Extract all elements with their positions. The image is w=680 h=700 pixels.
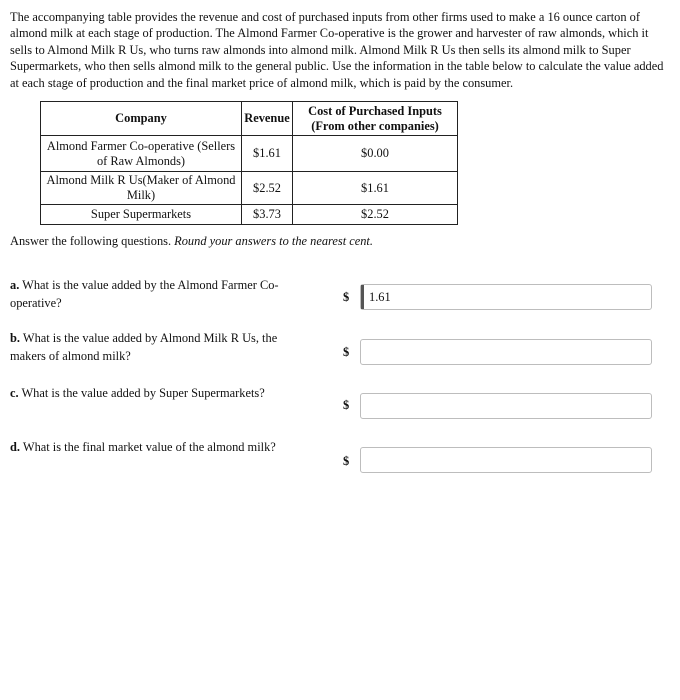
question-text: What is the value added by the Almond Farmer Co-operative?: [10, 278, 279, 310]
answer-value-a: 1.61: [369, 290, 391, 304]
table-row: [41, 172, 458, 205]
cell-company: Super Supermarkets: [41, 205, 242, 225]
question-letter: d.: [10, 440, 20, 454]
question-a: [10, 276, 300, 312]
cell-revenue: $2.52: [242, 172, 293, 205]
revenue-cost-table: [40, 101, 458, 225]
question-letter: a.: [10, 278, 20, 292]
answer-instructions: [10, 234, 373, 249]
header-cost-inputs: Cost of Purchased Inputs (From other companies): [293, 102, 458, 136]
answer-input-c[interactable]: [360, 393, 652, 419]
question-b: [10, 329, 300, 365]
problem-intro: The accompanying table provides the revenue and cost of purchased inputs from other firms used to make a 16 ounce carton of almond milk at each stage of production. The Almond Farmer Co-operative is the grower and harvester of raw almonds, which it sells to Almond Milk R Us, who turns raw almonds into almond milk. Almond Milk R Us then sells its almond milk to Super Supermarkets, who then sells almond milk to the general public. Use the information in the table below to calculate the value added at each stage of production and the final market price of almond milk, which is paid by the consumer.: [10, 10, 664, 90]
cell-cost: $1.61: [293, 172, 458, 205]
table-row: [41, 136, 458, 172]
question-text: What is the value added by Super Supermarkets?: [21, 386, 265, 400]
currency-symbol: $: [343, 398, 350, 412]
answer-input-b[interactable]: [360, 339, 652, 365]
answer-input-a[interactable]: [360, 284, 652, 310]
currency-symbol: $: [343, 345, 350, 359]
header-company: Company: [41, 102, 242, 136]
answer-input-d[interactable]: [360, 447, 652, 473]
question-d: [10, 438, 300, 456]
cell-company: Almond Farmer Co-operative (Sellers of Raw Almonds): [41, 136, 242, 172]
question-letter: b.: [10, 331, 20, 345]
currency-symbol: $: [343, 290, 350, 304]
cell-cost: $2.52: [293, 205, 458, 225]
header-revenue: Revenue: [242, 102, 293, 136]
answer-note-lead: Answer the following questions.: [10, 234, 175, 248]
answer-note-rounding: Round your answers to the nearest cent.: [174, 234, 373, 248]
currency-symbol: $: [343, 454, 350, 468]
question-letter: c.: [10, 386, 19, 400]
cell-revenue: $3.73: [242, 205, 293, 225]
question-c: [10, 384, 300, 402]
cell-cost: $0.00: [293, 136, 458, 172]
question-text: What is the value added by Almond Milk R Us, the makers of almond milk?: [10, 331, 278, 363]
cell-company: Almond Milk R Us(Maker of Almond Milk): [41, 172, 242, 205]
question-text: What is the final market value of the almond milk?: [22, 440, 276, 454]
cell-revenue: $1.61: [242, 136, 293, 172]
table-row: [41, 205, 458, 225]
table-header-row: [41, 102, 458, 136]
